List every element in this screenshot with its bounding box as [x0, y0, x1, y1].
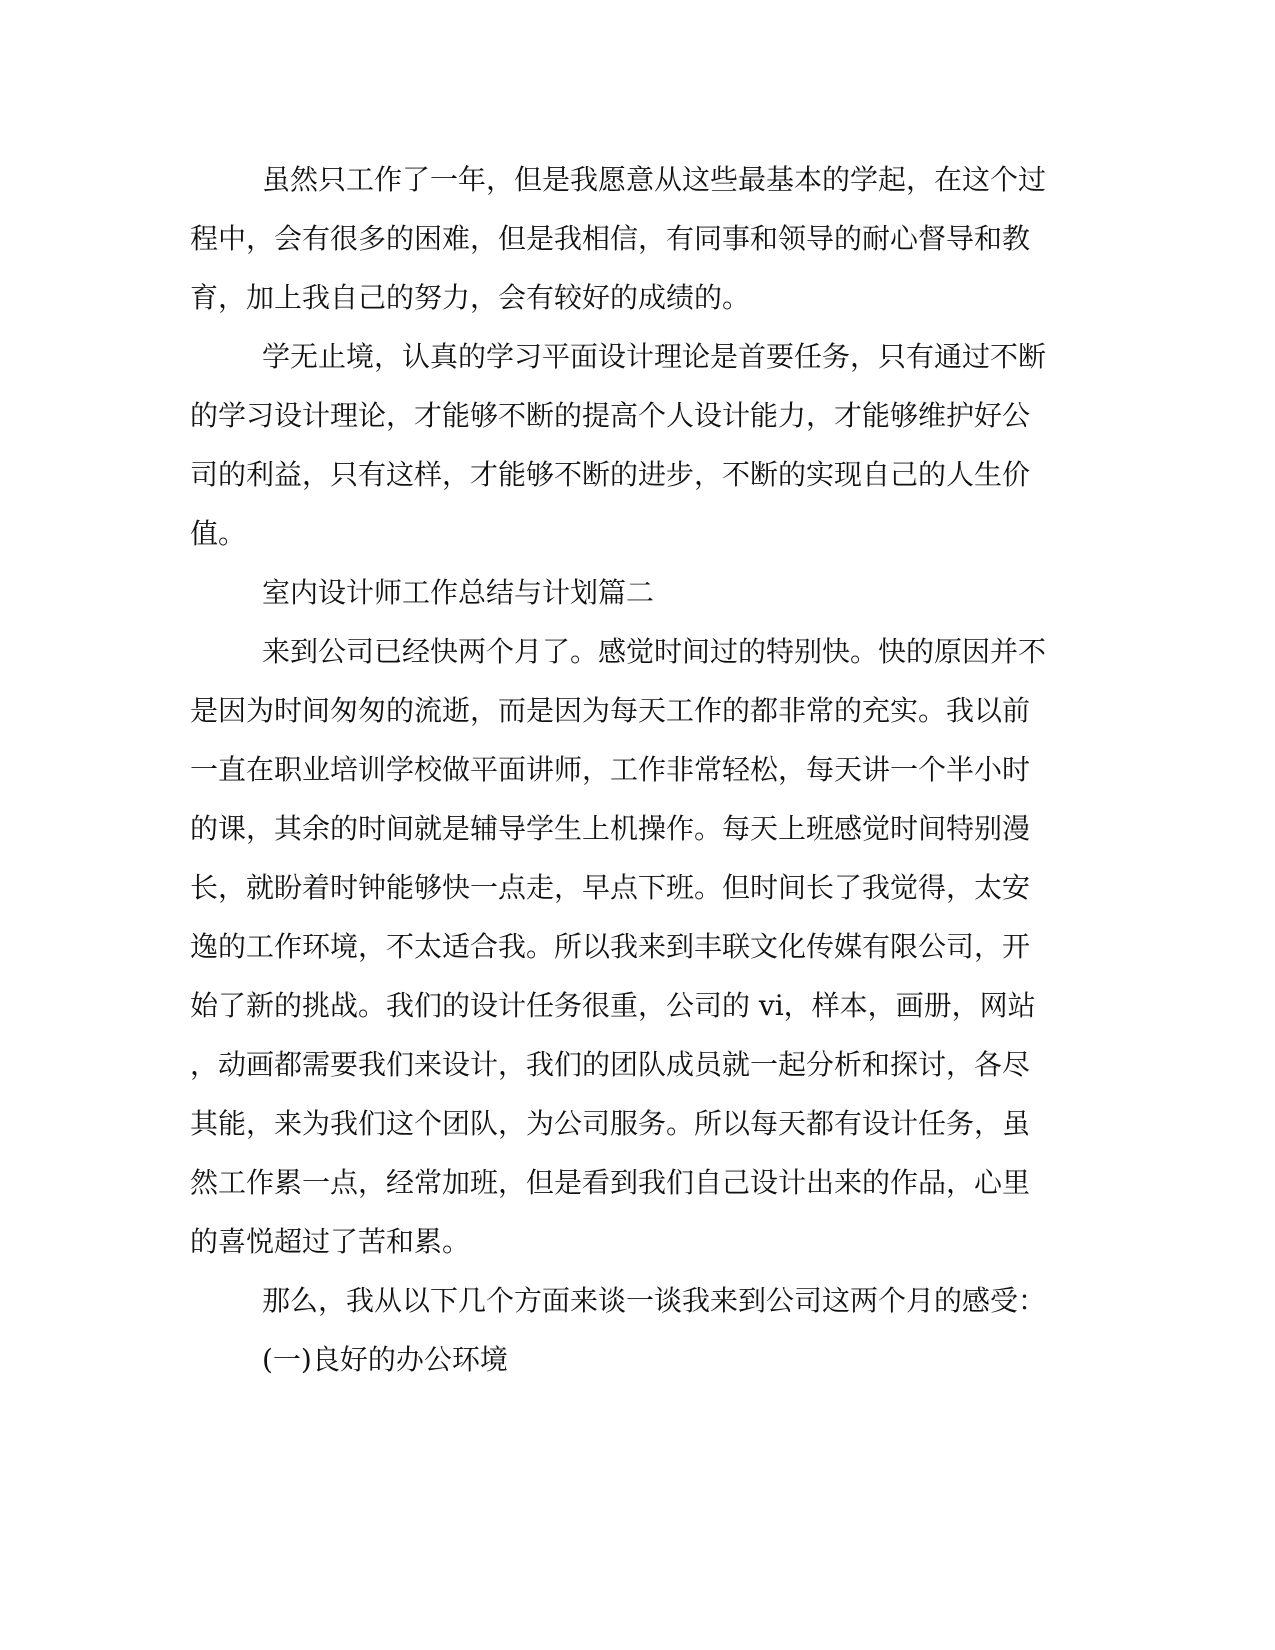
subsection-heading: (一)良好的办公环境 [262, 1343, 508, 1376]
paragraph-2-line-4: 值。 [190, 517, 247, 550]
paragraph-2-line-1: 学无止境，认真的学习平面设计理论是首要任务，只有通过不断 [262, 340, 1047, 373]
paragraph-3-line-11: 的喜悦超过了苦和累。 [190, 1225, 471, 1258]
paragraph-3-line-3: 一直在职业培训学校做平面讲师，工作非常轻松，每天讲一个半小时 [190, 753, 1031, 786]
paragraph-3-line-5: 长，就盼着时钟能够快一点走，早点下班。但时间长了我觉得，太安 [190, 871, 1031, 904]
paragraph-3-line-6: 逸的工作环境，不太适合我。所以我来到丰联文化传媒有限公司，开 [190, 930, 1031, 963]
paragraph-3-line-10: 然工作累一点，经常加班，但是看到我们自己设计出来的作品，心里 [190, 1166, 1031, 1199]
paragraph-1-line-3: 育，加上我自己的努力，会有较好的成绩的。 [190, 281, 751, 314]
paragraph-3-line-1: 来到公司已经快两个月了。感觉时间过的特别快。快的原因并不 [262, 635, 1047, 668]
paragraph-2-line-3: 司的利益，只有这样，才能够不断的进步，不断的实现自己的人生价 [190, 458, 1031, 491]
paragraph-3-line-4: 的课，其余的时间就是辅导学生上机操作。每天上班感觉时间特别漫 [190, 812, 1031, 845]
paragraph-3-line-9: 其能，来为我们这个团队，为公司服务。所以每天都有设计任务，虽 [190, 1107, 1031, 1140]
paragraph-3-line-8: ，动画都需要我们来设计，我们的团队成员就一起分析和探讨，各尽 [190, 1048, 1031, 1081]
paragraph-4-line-1: 那么，我从以下几个方面来谈一谈我来到公司这两个月的感受： [262, 1284, 1047, 1317]
paragraph-3-line-7: 始了新的挑战。我们的设计任务很重，公司的 vi，样本，画册，网站 [190, 989, 1036, 1022]
section-heading: 室内设计师工作总结与计划篇二 [262, 576, 655, 609]
paragraph-1-line-1: 虽然只工作了一年，但是我愿意从这些最基本的学起，在这个过 [262, 163, 1047, 196]
paragraph-1-line-2: 程中，会有很多的困难，但是我相信，有同事和领导的耐心督导和教 [190, 222, 1031, 255]
paragraph-3-line-2: 是因为时间匆匆的流逝，而是因为每天工作的都非常的充实。我以前 [190, 694, 1031, 727]
paragraph-2-line-2: 的学习设计理论，才能够不断的提高个人设计能力，才能够维护好公 [190, 399, 1031, 432]
